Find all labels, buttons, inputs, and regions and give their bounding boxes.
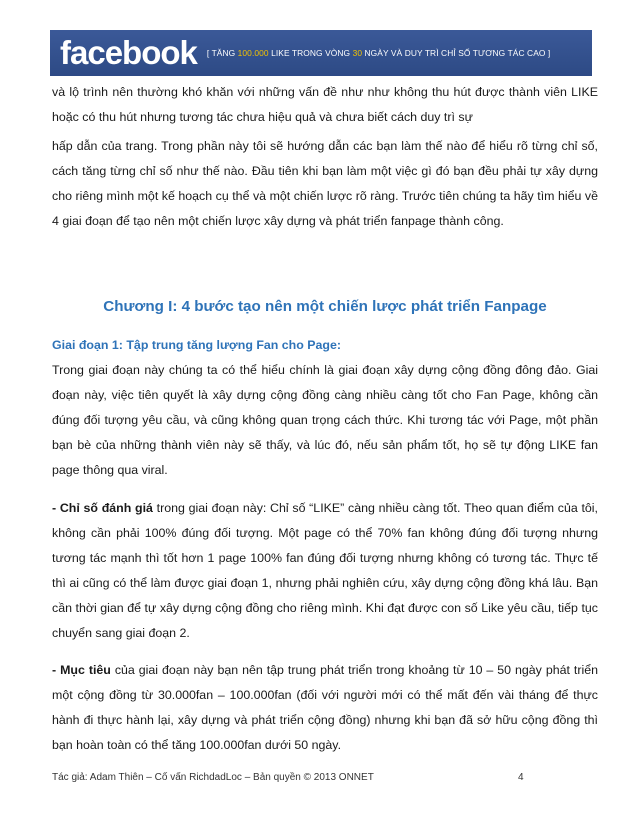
tagline-highlight: 100.000 (237, 48, 269, 58)
page-number: 4 (518, 772, 524, 783)
metric-label: - Chỉ số đánh giá (52, 501, 153, 515)
goal-label: - Mục tiêu (52, 663, 111, 677)
facebook-logo: facebook (60, 34, 197, 71)
stage1-section (52, 333, 598, 483)
chapter-title: Chương I: 4 bước tạo nên một chiến lược phát triển Fanpage (103, 298, 547, 315)
banner-tagline: [ TĂNG 100.000 LIKE TRONG VÒNG 30 NGÀY VÀ DUY TRÌ CHỈ SỐ TƯƠNG TÁC CAO ] (206, 48, 551, 58)
stage1-title: Giai đoạn 1: Tập trung tăng lượng Fan cho Page: (52, 338, 342, 352)
metric-paragraph (52, 496, 598, 646)
facebook-banner (50, 30, 592, 76)
metric-body: trong giai đoạn này: Chỉ số “LIKE” càng nhiều càng tốt. Theo quan điểm của tôi, không cần phải 100% đúng đối tượng. Một page có thể 70% fan không đúng đối tượng nhưng tương tác mạnh thì tốt hơn 1 page 100% fan đúng đối tượng nhưng không có tương tác. Thực tế thì ai cũng có thể làm được giai đoạn 1, nhưng phải nghiên cứu, xây dựng cộng đồng khá lâu. Bạn cần thời gian để tự xây dựng cộng đồng cho riêng mình. Khi đạt được con số Like yêu cầu, tiếp tục chuyển sang giai đoạn 2. (52, 501, 598, 640)
intro-paragraph-1: và lộ trình nên thường khó khăn với những vấn đề như như không thu hút được thành viên LIKE hoặc có thu hút nhưng tương tác chưa hiệu quả và chưa biết cách duy trì sự (52, 85, 598, 124)
page-footer: Tác giả: Adam Thiên – Cố vấn RichdadLoc – Bản quyền © 2013 ONNET (52, 772, 374, 783)
tagline-highlight: 30 (352, 48, 363, 58)
goal-paragraph (52, 658, 598, 758)
intro-paragraph-2: hấp dẫn của trang. Trong phần này tôi sẽ hướng dẫn các bạn làm thế nào để hiểu rõ từng chỉ số, cách tăng từng chỉ số như thế nào. Đầu tiên khi bạn làm một việc gì đó bạn đều phải tự xây dựng cho riêng mình một kế hoạch cụ thể và một chiến lược rõ ràng. Trước tiên chúng ta hãy tìm hiểu về 4 giai đoạn để tạo nên một chiến lược xây dựng và phát triển fanpage thành công. (52, 139, 598, 228)
stage1-body: Trong giai đoạn này chúng ta có thể hiểu chính là giai đoạn xây dựng cộng đồng đông đảo. Giai đoạn này, việc tiên quyết là xây dựng cộng đồng càng nhiều càng tốt cho Fan Page, không cần đúng đối tượng yêu cầu, và cũng không quan trọng cách thức. Khi tương tác với Page, một phần bạn bè của những thành viên này sẽ thấy, và lúc đó, nếu sản phẩm tốt, họ sẽ tự động LIKE fan page thông qua viral. (52, 363, 598, 477)
goal-body: của giai đoạn này bạn nên tập trung phát triển trong khoảng từ 10 – 50 ngày phát triển một cộng đồng từ 30.000fan – 100.000fan (đối với người mới có thể mất đến vài tháng để thực hành đi thực hành lại, xây dựng và phát triển cộng đồng) nhưng khi bạn đã sở hữu cộng đồng thì bạn hoàn toàn có thể tăng 100.000fan dưới 50 ngày. (52, 663, 599, 752)
